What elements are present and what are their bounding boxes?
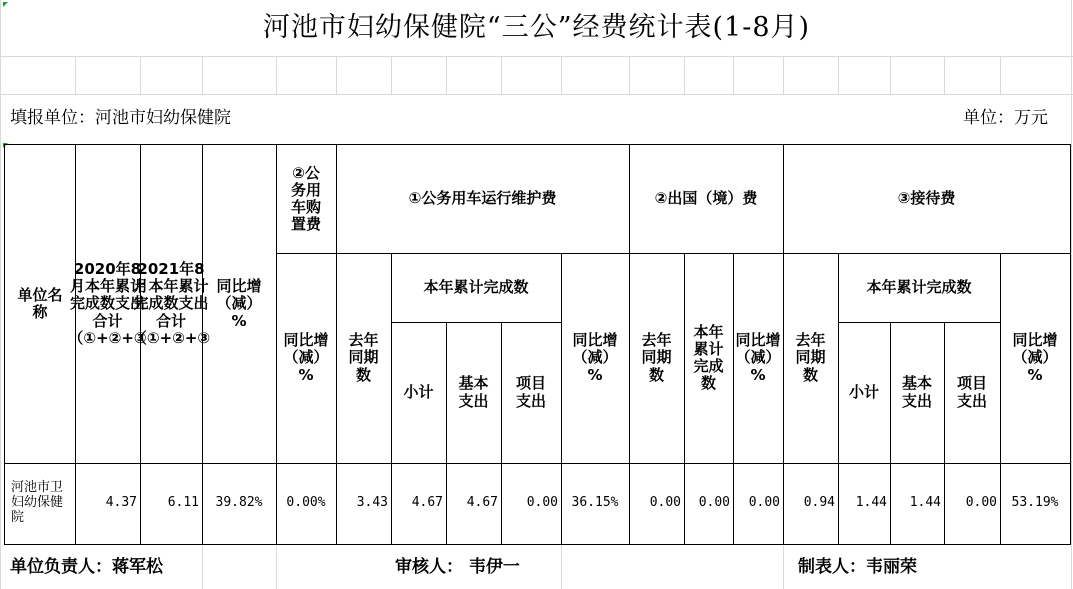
footer-reviewer: 审核人： 韦伊一 [395, 556, 520, 577]
gridline [0, 94, 1073, 95]
header-car-maint-yoy: 同比增（减）% [561, 253, 630, 464]
gridline [733, 56, 734, 94]
gridline [890, 56, 891, 94]
header-abroad-last: 去年同期数 [629, 253, 685, 464]
gridline [684, 56, 685, 94]
gridline [783, 545, 784, 589]
filler-unit-label: 填报单位：河池市妇幼保健院 [10, 108, 231, 129]
header-total-yoy: 同比增（减）% [202, 144, 277, 464]
header-car-maint-basic: 基本支出 [446, 322, 502, 464]
header-abroad-current: 本年累计完成数 [684, 253, 734, 464]
currency-unit-label: 单位：万元 [963, 108, 1048, 129]
header-abroad: ②出国（境）费 [629, 144, 784, 254]
gridline [1000, 56, 1001, 94]
gridline [944, 56, 945, 94]
footer-leader: 单位负责人：蒋军松 [10, 556, 163, 577]
gridline [75, 56, 76, 94]
header-reception: ③接待费 [783, 144, 1071, 254]
cell-abroad-last: 0.00 [629, 463, 685, 545]
cell-total-yoy: 39.82% [202, 463, 277, 545]
cell-2020-total: 4.37 [75, 463, 141, 545]
cell-recept-last: 0.94 [783, 463, 839, 545]
header-recept-basic: 基本支出 [890, 322, 945, 464]
gridline [0, 56, 1073, 57]
cell-car-maint-project: 0.00 [501, 463, 562, 545]
cell-car-purchase-yoy: 0.00% [276, 463, 337, 545]
header-abroad-yoy: 同比增（减）% [733, 253, 784, 464]
footer-maker: 制表人：韦丽荣 [798, 556, 917, 577]
cell-abroad-yoy: 0.00 [733, 463, 784, 545]
header-car-maint-subtotal: 小计 [391, 322, 447, 464]
gridline [276, 545, 277, 589]
header-unit-name: 单位名称 [4, 144, 76, 464]
cell-car-maint-subtotal: 4.67 [391, 463, 447, 545]
gridline [202, 56, 203, 94]
header-2021-total: 2021年8月本年累计完成数支出合计（①+②+③ [140, 144, 203, 464]
header-car-maintenance: ①公务用车运行维护费 [336, 144, 630, 254]
header-recept-last: 去年同期数 [783, 253, 839, 464]
header-car-maint-project: 项目支出 [501, 322, 562, 464]
cell-car-maint-last: 3.43 [336, 463, 392, 545]
gridline [1071, 0, 1072, 589]
header-recept-project: 项目支出 [944, 322, 1001, 464]
header-car-maint-current: 本年累计完成数 [391, 253, 562, 323]
header-recept-subtotal: 小计 [838, 322, 891, 464]
cell-2021-total: 6.11 [140, 463, 203, 545]
gridline [391, 56, 392, 94]
cell-car-maint-basic: 4.67 [446, 463, 502, 545]
cell-recept-project: 0.00 [944, 463, 1001, 545]
gridline [276, 56, 277, 94]
header-car-maint-last: 去年同期数 [336, 253, 392, 464]
row-unit-name: 河池市卫妇幼保健院 [4, 463, 76, 545]
gridline [838, 56, 839, 94]
gridline [336, 56, 337, 94]
gridline [0, 0, 1, 589]
header-recept-current: 本年累计完成数 [838, 253, 1001, 323]
gridline [446, 56, 447, 94]
header-2020-total: 2020年8月本年累计完成数支出合计（①+②+③ [75, 144, 141, 464]
header-car-purchase-yoy: 同比增（减）% [276, 253, 337, 464]
cell-recept-subtotal: 1.44 [838, 463, 891, 545]
cell-recept-basic: 1.44 [890, 463, 945, 545]
gridline [501, 56, 502, 94]
cell-recept-yoy: 53.19% [1000, 463, 1071, 545]
gridline [561, 56, 562, 94]
cell-abroad-current: 0.00 [684, 463, 734, 545]
header-recept-yoy: 同比增（减）% [1000, 253, 1071, 464]
gridline [783, 56, 784, 94]
gridline [629, 56, 630, 94]
header-car-purchase: ②公务用车购置费 [276, 144, 337, 254]
cell-car-maint-yoy: 36.15% [561, 463, 630, 545]
page-title: 河池市妇幼保健院“三公”经费统计表(1-8月) [262, 12, 811, 44]
gridline [140, 56, 141, 94]
